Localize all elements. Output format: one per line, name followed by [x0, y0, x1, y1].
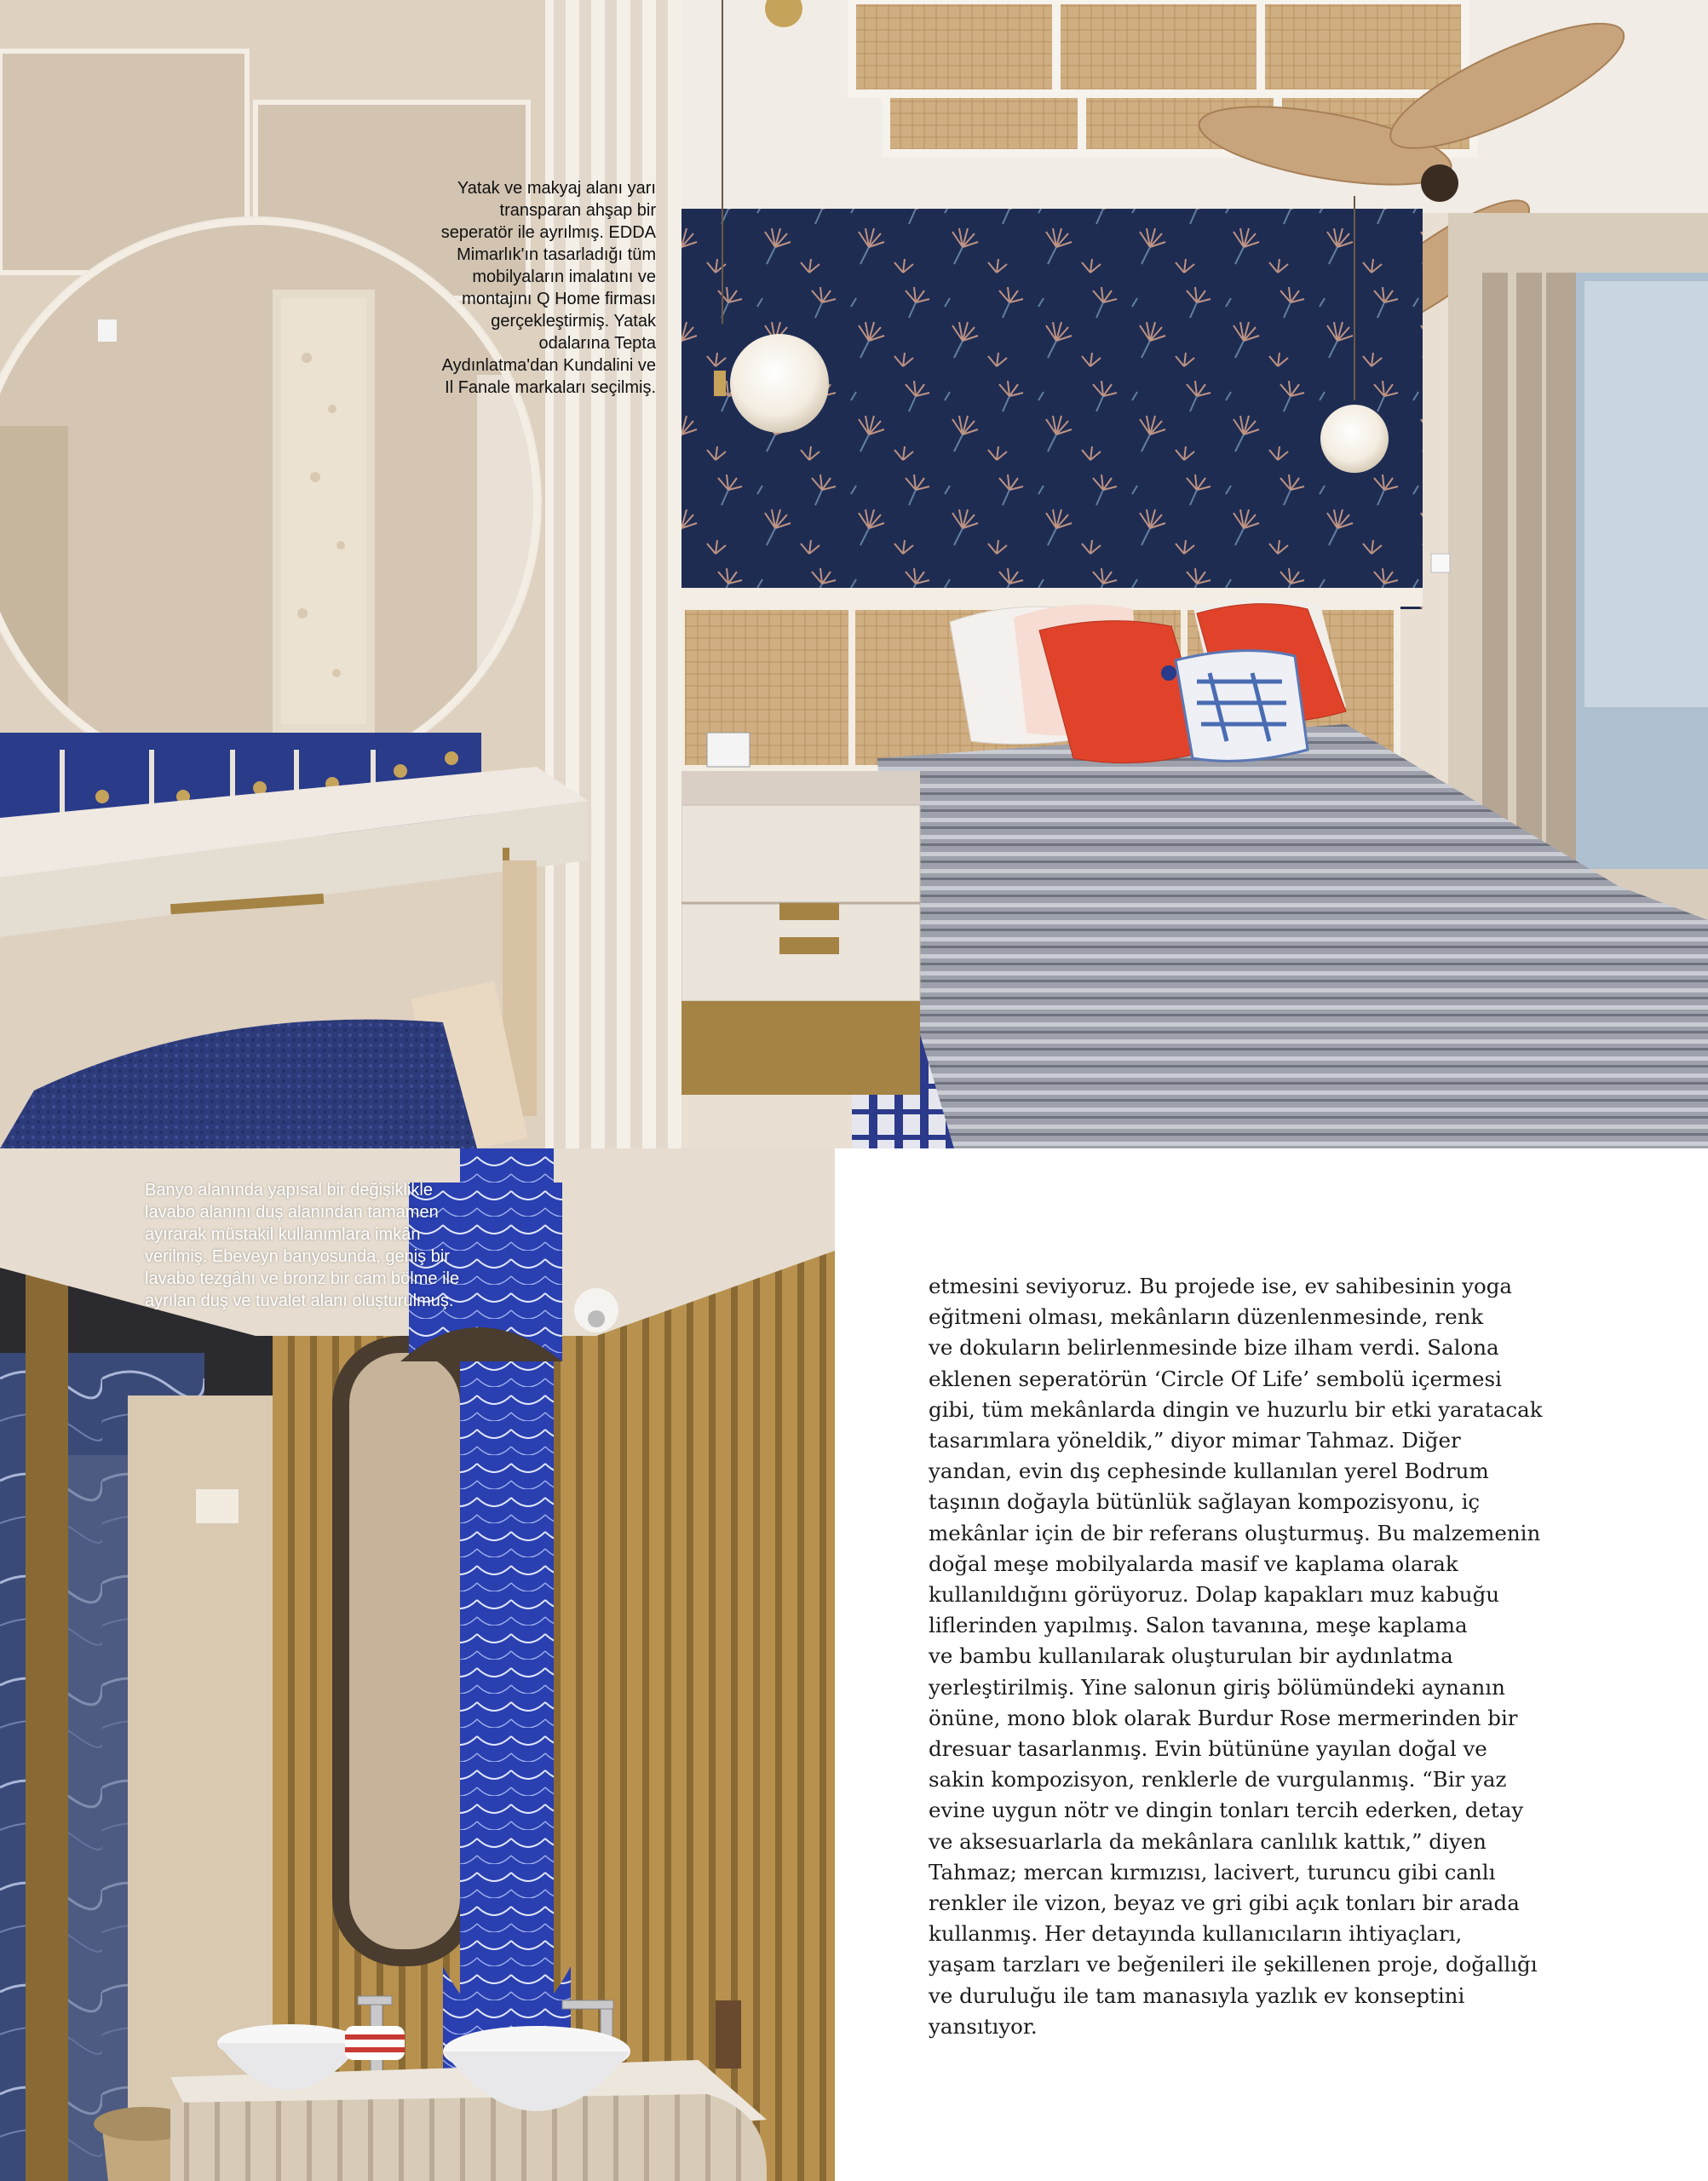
caption-line: Aydınlatma'dan Kundalini ve: [441, 356, 656, 375]
article-line: Tahmaz; mercan kırmızısı, lacivert, turuncu gibi canlı: [929, 1859, 1496, 1885]
article-line: eklenen seperatörün ‘Circle Of Life’ sembolü içermesi: [929, 1366, 1502, 1391]
article-line: tasarımlara yöneldik,” diyor mimar Tahmaz. Diğer: [929, 1428, 1461, 1453]
pillows: [950, 599, 1346, 763]
article-line: yansıtıyor.: [929, 2013, 1038, 2039]
article-line: yaşam tarzları ve beğenileri ile şekillenen proje, doğallığı: [929, 1952, 1538, 1977]
caption-line: mobilyaların imalatını ve: [472, 268, 656, 286]
caption-line: lavabo alanını duş alanından tamamen: [145, 1203, 439, 1222]
caption-line: ayırarak müstakil kullanımlara imkân: [145, 1225, 421, 1244]
article-line: yandan, evin dış cephesinde kullanılan yerel Bodrum: [929, 1459, 1489, 1484]
caption-line: odalarına Tepta: [538, 334, 656, 353]
caption-line: montajını Q Home firması: [462, 290, 656, 308]
pendant-globe-right: [1320, 405, 1389, 473]
article-line: evine uygun nötr ve dingin tonları tercih ederken, detay: [929, 1798, 1524, 1823]
caption-line: seperatör ile ayrılmış. EDDA: [440, 223, 656, 242]
article-body: [929, 1271, 1576, 2042]
caption-line: transparan ahşap bir: [499, 201, 656, 220]
wooden-separator: [545, 0, 681, 1148]
article-line: ve duruluğu ile tam manasıyla yazlık ev konseptini: [929, 1982, 1465, 2008]
article-line: doğal meşe mobilyalarda masif ve kaplama olarak: [929, 1551, 1458, 1576]
bathroom-caption: [145, 1179, 520, 1312]
caption-line: Yatak ve makyaj alanı yarı: [457, 179, 656, 198]
article-line: dresuar tasarlanmış. Evin bütününe yayılan doğal ve: [929, 1736, 1487, 1762]
article-line: sakin kompozisyon, renklerle de vurgulanmış. “Bir yaz: [929, 1767, 1507, 1793]
caption-line: Mimarlık'ın tasarladığı tüm: [457, 245, 656, 264]
caption-line: lavabo tezgâhı ve bronz bir cam bölme ile: [145, 1269, 460, 1288]
article-line: renkler ile vizon, beyaz ve gri gibi açık tonları bir arada: [929, 1890, 1520, 1916]
caption-line: verilmiş. Ebeveyn banyosunda, geniş bir: [145, 1247, 450, 1266]
caption-line: gerçekleştirmiş. Yatak: [491, 312, 656, 331]
article-line: kullanmış. Her detayında kullanıcıların ihtiyaçları,: [929, 1921, 1463, 1947]
article-line: taşının doğayla bütünlük sağlayan kompozisyonu, iç: [929, 1489, 1481, 1515]
article-line: önüne, mono blok olarak Burdur Rose mermerinden bir: [929, 1705, 1518, 1730]
bedroom-caption: [400, 177, 656, 399]
article-line: gibi, tüm mekânlarda dingin ve huzurlu bir etki yaratacak: [929, 1396, 1543, 1422]
article-line: ve dokuların belirlenmesinde bize ilham verdi. Salona: [929, 1335, 1499, 1361]
caption-line: ayrılan duş ve tuvalet alanı oluşturulmuş.: [145, 1292, 454, 1310]
caption-line: Banyo alanında yapısal bir değişiklikle: [145, 1181, 433, 1200]
caption-line: Il Fanale markaları seçilmiş.: [445, 378, 656, 397]
article-line: etmesini seviyoruz. Bu projede ise, ev sahibesinin yoga: [929, 1274, 1513, 1298]
article-line: yerleştirilmiş. Yine salonun giriş bölümündeki aynanın: [929, 1674, 1505, 1700]
article-line: ve bambu kullanılarak oluşturulan bir aydınlatma: [929, 1643, 1453, 1669]
article-line: mekânlar için de bir referans oluşturmuş. Bu malzemenin: [929, 1520, 1541, 1545]
article-line: liflerinden yapılmış. Salon tavanına, meşe kaplama: [929, 1613, 1468, 1638]
article-line: kullanıldığını görüyoruz. Dolap kapakları muz kabuğu: [929, 1582, 1500, 1608]
pendant-globe-left: [730, 334, 829, 433]
article-line: ve aksesuarlarla da mekânlara canlılık kattık,” diyen: [929, 1828, 1487, 1854]
article-line: eğitmeni olması, mekânların düzenlenmesinde, renk: [929, 1304, 1484, 1330]
